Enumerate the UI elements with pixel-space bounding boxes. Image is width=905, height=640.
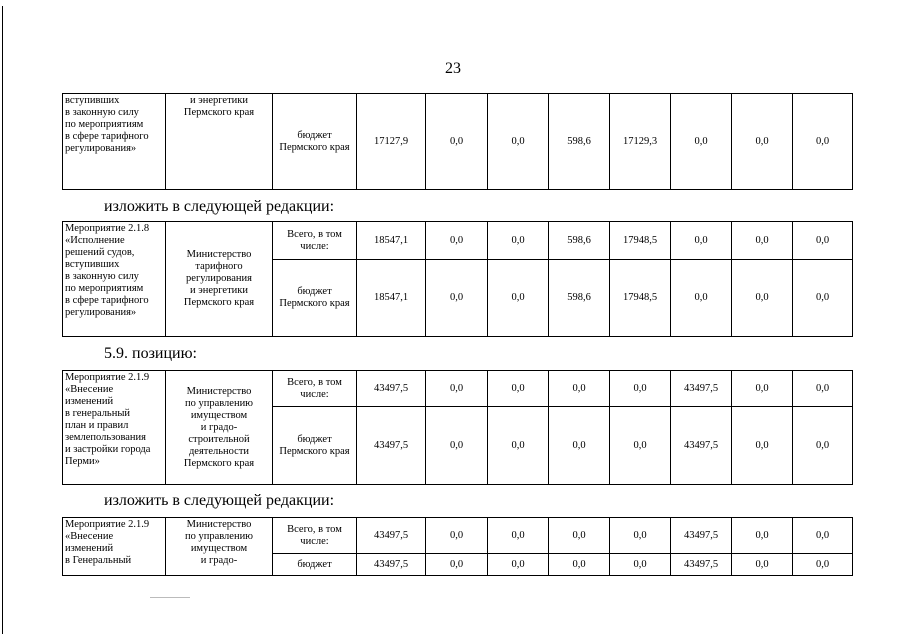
funding-source-cell: Всего, в том числе: — [273, 222, 357, 260]
value-cell: 0,0 — [488, 222, 549, 260]
organization-cell: Министерство по управлению имуществом и градо- строительной деятельности Пермского края — [166, 371, 273, 485]
value-cell: 43497,5 — [671, 518, 732, 554]
value-cell: 0,0 — [793, 518, 853, 554]
value-cell: 0,0 — [793, 222, 853, 260]
section-heading: изложить в следующей редакции: — [104, 492, 335, 509]
value-cell: 43497,5 — [357, 554, 426, 576]
table-1 — [62, 93, 853, 190]
value-cell: 43497,5 — [671, 407, 732, 485]
value-cell: 43497,5 — [357, 518, 426, 554]
value-cell: 0,0 — [426, 222, 488, 260]
activity-name-cell: вступивших в законную силу по мероприятиям в сфере тарифного регулирования» — [63, 94, 166, 190]
value-cell: 0,0 — [610, 554, 671, 576]
table-4 — [62, 517, 853, 576]
value-cell: 0,0 — [488, 94, 549, 190]
funding-source-cell: бюджет Пермского края — [273, 407, 357, 485]
value-cell: 0,0 — [610, 407, 671, 485]
value-cell: 0,0 — [488, 518, 549, 554]
value-cell: 0,0 — [426, 260, 488, 337]
value-cell: 0,0 — [549, 407, 610, 485]
value-cell: 17127,9 — [357, 94, 426, 190]
value-cell: 0,0 — [793, 260, 853, 337]
value-cell: 598,6 — [549, 222, 610, 260]
table-row — [63, 222, 853, 260]
value-cell: 0,0 — [488, 371, 549, 407]
table-row — [63, 94, 853, 190]
organization-cell: и энергетики Пермского края — [166, 94, 273, 190]
page-left-border — [2, 6, 3, 634]
value-cell: 0,0 — [426, 407, 488, 485]
value-cell: 0,0 — [610, 371, 671, 407]
value-cell: 43497,5 — [671, 554, 732, 576]
funding-source-cell: бюджет — [273, 554, 357, 576]
value-cell: 17129,3 — [610, 94, 671, 190]
section-heading: 5.9. позицию: — [104, 345, 197, 362]
page-number: 23 — [445, 60, 461, 77]
value-cell: 0,0 — [732, 518, 793, 554]
table-row — [63, 371, 853, 407]
value-cell: 0,0 — [732, 371, 793, 407]
funding-source-cell: Всего, в том числе: — [273, 371, 357, 407]
organization-cell: Министерство тарифного регулирования и энергетики Пермского края — [166, 222, 273, 337]
value-cell: 17948,5 — [610, 260, 671, 337]
value-cell: 43497,5 — [357, 407, 426, 485]
value-cell: 0,0 — [732, 94, 793, 190]
value-cell: 43497,5 — [357, 371, 426, 407]
value-cell: 598,6 — [549, 94, 610, 190]
table-3 — [62, 370, 853, 485]
value-cell: 0,0 — [488, 260, 549, 337]
scan-artifact — [150, 597, 190, 598]
activity-name-cell: Мероприятие 2.1.8 «Исполнение решений судов, вступивших в законную силу по мероприятиям в сфере тарифного регулирования» — [63, 222, 166, 337]
table-2 — [62, 221, 853, 337]
value-cell: 0,0 — [732, 222, 793, 260]
value-cell: 0,0 — [671, 94, 732, 190]
value-cell: 0,0 — [488, 407, 549, 485]
funding-source-cell: бюджет Пермского края — [273, 94, 357, 190]
value-cell: 0,0 — [426, 94, 488, 190]
value-cell: 43497,5 — [671, 371, 732, 407]
section-heading: изложить в следующей редакции: — [104, 198, 335, 215]
value-cell: 0,0 — [793, 94, 853, 190]
value-cell: 0,0 — [793, 554, 853, 576]
table-row — [63, 518, 853, 554]
organization-cell: Министерство по управлению имуществом и градо- — [166, 518, 273, 576]
value-cell: 0,0 — [793, 407, 853, 485]
value-cell: 0,0 — [732, 554, 793, 576]
value-cell: 0,0 — [549, 518, 610, 554]
funding-source-cell: бюджет Пермского края — [273, 260, 357, 337]
value-cell: 0,0 — [549, 554, 610, 576]
value-cell: 0,0 — [793, 371, 853, 407]
activity-name-cell: Мероприятие 2.1.9 «Внесение изменений в Генеральный — [63, 518, 166, 576]
value-cell: 0,0 — [426, 554, 488, 576]
value-cell: 0,0 — [549, 371, 610, 407]
value-cell: 18547,1 — [357, 222, 426, 260]
value-cell: 598,6 — [549, 260, 610, 337]
value-cell: 0,0 — [426, 371, 488, 407]
value-cell: 0,0 — [488, 554, 549, 576]
value-cell: 0,0 — [671, 222, 732, 260]
value-cell: 17948,5 — [610, 222, 671, 260]
value-cell: 0,0 — [426, 518, 488, 554]
activity-name-cell: Мероприятие 2.1.9 «Внесение изменений в генеральный план и правил землепользования и застройки города Перми» — [63, 371, 166, 485]
value-cell: 18547,1 — [357, 260, 426, 337]
value-cell: 0,0 — [671, 260, 732, 337]
value-cell: 0,0 — [610, 518, 671, 554]
funding-source-cell: Всего, в том числе: — [273, 518, 357, 554]
value-cell: 0,0 — [732, 407, 793, 485]
value-cell: 0,0 — [732, 260, 793, 337]
